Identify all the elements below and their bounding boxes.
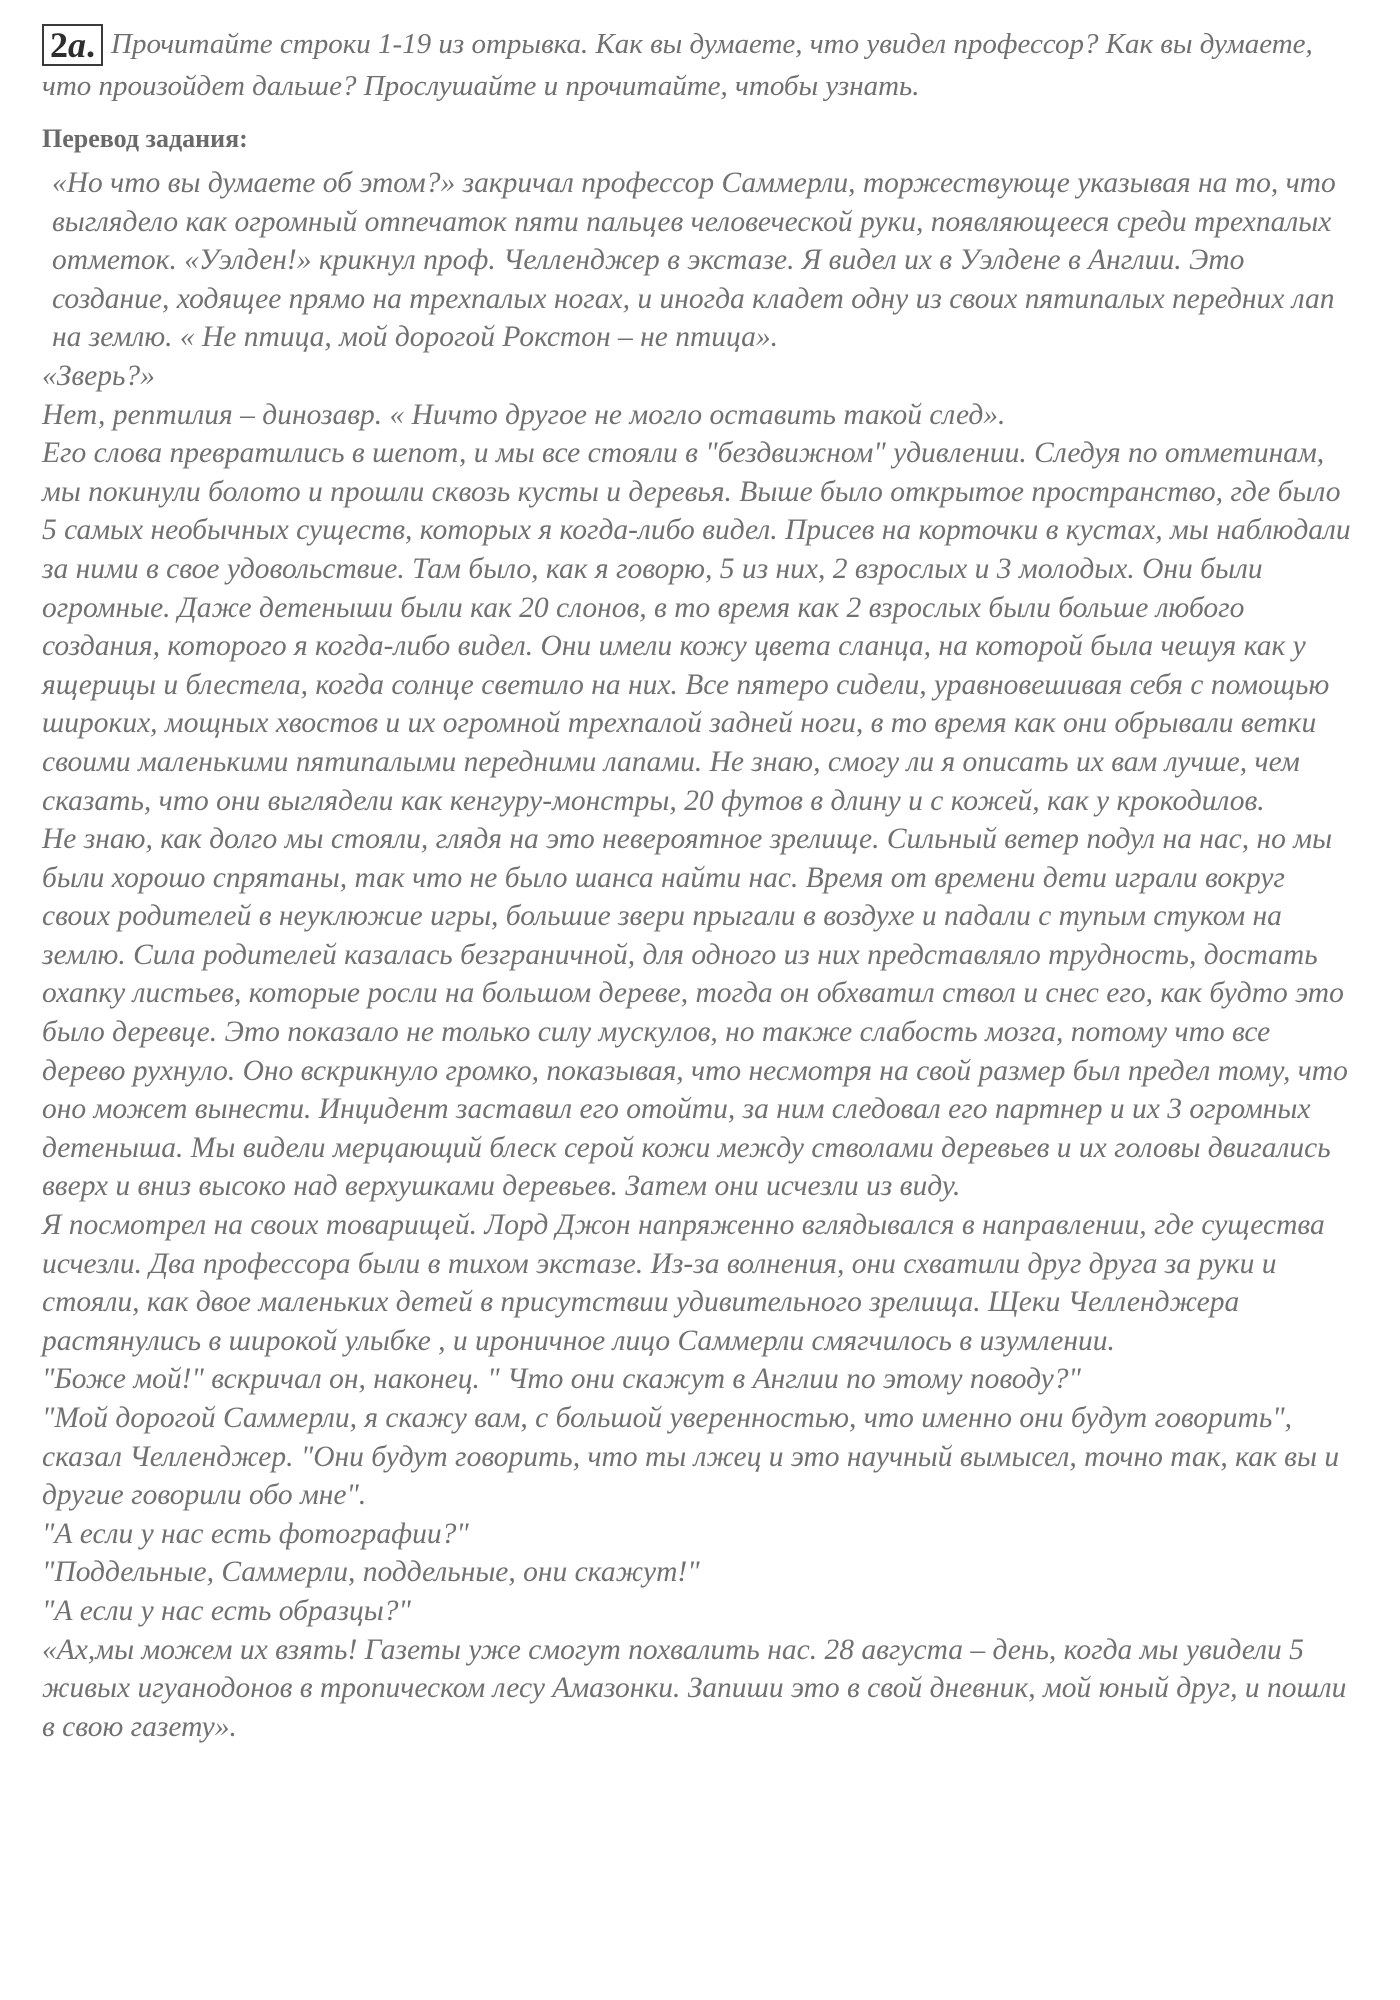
- translation-heading: Перевод задания:: [42, 124, 248, 153]
- paragraph: "Боже мой!" вскричал он, наконец. " Что они скажут в Англии по этому поводу?": [42, 1363, 1081, 1396]
- paragraph: "А если у нас есть фотографии?": [42, 1517, 469, 1550]
- paragraph: "А если у нас есть образцы?": [42, 1594, 411, 1627]
- paragraph: Его слова превратились в шепот, и мы все стояли в "бездвижном" удивлении. Следуя по отметинам, мы покинули болото и прошли сквозь кусты и деревья. Выше было открытое пространство, где было 5 самых необычных существ, которых я когда-либо видел. Присев на корточки в кустах, мы наблюдали за ними в свое удовольствие. Там было, как я говорю, 5 из них, 2 взрослых и 3 молодых. Они были огромные. Даже детеныши были как 20 слонов, в то время как 2 взрослых были больше любого создания, которого я когда-либо видел. Они имели кожу цвета сланца, на которой была чешуя как у ящерицы и блестела, когда солнце светило на них. Все пятеро сидели, уравновешивая себя с помощью широких, мощных хвостов и их огромной трехпалой задней ноги, в то время как они обрывали ветки своими маленькими пятипалыми передними лапами. Не знаю, смогу ли я описать их вам лучше, чем сказать, что они выглядели как кенгуру-монстры, 20 футов в длину и с кожей, как у крокодилов.: [42, 437, 1351, 817]
- task-header: [42, 24, 1360, 106]
- task-instruction: Прочитайте строки 1-19 из отрывка. Как вы думаете, что увидел профессор? Как вы думаете, что произойдет дальше? Прослушайте и прочитайте, чтобы узнать.: [42, 28, 1313, 102]
- paragraph: «Ах,мы можем их взять! Газеты уже смогут похвалить нас. 28 августа – день, когда мы увидели 5 живых игуанодонов в тропическом лесу Амазонки. Запиши это в свой дневник, мой юный друг, и пошли в свою газету».: [42, 1633, 1347, 1743]
- paragraph: Я посмотрел на своих товарищей. Лорд Джон напряженно вглядывался в направлении, где существа исчезли. Два профессора были в тихом экстазе. Из-за волнения, они схватили друг друга за руки и стояли, как двое маленьких детей в присутствии удивительного зрелища. Щеки Челленджера растянулись в широкой улыбке , и ироничное лицо Саммерли смягчилось в изумлении.: [42, 1209, 1325, 1357]
- paragraph: "Поддельные, Саммерли, поддельные, они скажут!": [42, 1556, 700, 1589]
- task-number-badge: [42, 24, 103, 66]
- task-number: 2: [50, 25, 68, 65]
- paragraph: "Мой дорогой Саммерли, я скажу вам, с большой уверенностью, что именно они будут говорить", сказал Челленджер. "Они будут говорить, что ты лжец и это научный вымысел, точно так, как вы и другие говорили обо мне".: [42, 1402, 1340, 1512]
- paragraph: Не знаю, как долго мы стояли, глядя на это невероятное зрелище. Сильный ветер подул на нас, но мы были хорошо спрятаны, так что не было шанса найти нас. Время от времени дети играли вокруг своих родителей в неуклюжие игры, большие звери прыгали в воздухе и падали с тупым стуком на землю. Сила родителей казалась безграничной, для одного из них представляло трудность, достать охапку листьев, которые росли на большом дереве, тогда он обхватил ствол и снес его, как будто это было деревце. Это показало не только силу мускулов, но также слабость мозга, потому что все дерево рухнуло. Оно вскрикнуло громко, показывая, что несмотря на свой размер был предел тому, что оно может вынести. Инцидент заставил его отойти, за ним следовал его партнер и их 3 огромных детеныша. Мы видели мерцающий блеск серой кожи между стволами деревьев и их головы двигались вверх и вниз высоко над верхушками деревьев. Затем они исчезли из виду.: [42, 823, 1348, 1203]
- task-letter: a: [68, 25, 86, 65]
- translation-body: [42, 164, 1360, 1746]
- task-dot: .: [86, 25, 95, 65]
- paragraph: Нет, рептилия – динозавр. « Ничто другое не могло оставить такой след».: [42, 398, 1006, 431]
- paragraph: «Но что вы думаете об этом?» закричал профессор Саммерли, торжествующе указывая на то, что выглядело как огромный отпечаток пяти пальцев человеческой руки, появляющееся среди трехпалых отметок. «Уэлден!» крикнул проф. Челленджер в экстазе. Я видел их в Уэлдене в Англии. Это создание, ходящее прямо на трехпалых ногах, и иногда кладет одну из своих пятипалых передних лап на землю. « Не птица, мой дорогой Рокстон – не птица».: [52, 167, 1336, 354]
- paragraph: «Зверь?»: [42, 359, 155, 392]
